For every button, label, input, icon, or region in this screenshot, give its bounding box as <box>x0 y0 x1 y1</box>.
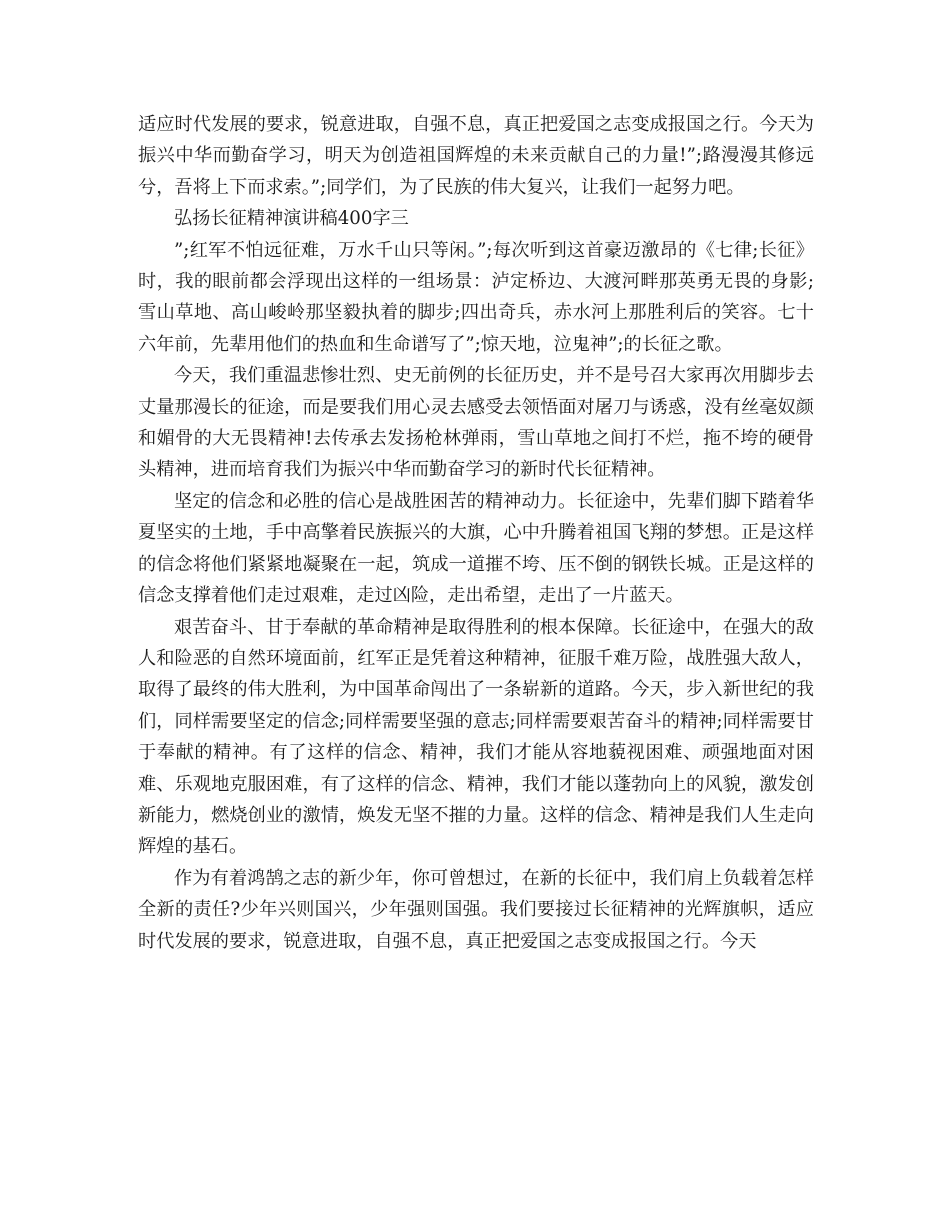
paragraph-belief: 坚定的信念和必胜的信心是战胜困苦的精神动力。长征途中，先辈们脚下踏着华夏坚实的土地，手中高擎着民族振兴的大旗，心中升腾着祖国飞翔的梦想。正是这样的信念将他们紧紧地凝聚在一起，筑成一道摧不垮、压不倒的钢铁长城。正是这样的信念支撑着他们走过艰难，走过凶险，走出希望，走出了一片蓝天。 <box>138 490 814 607</box>
document-body <box>138 109 814 957</box>
paragraph-continuation: 适应时代发展的要求，锐意进取，自强不息，真正把爱国之志变成报国之行。今天为振兴中华而勤奋学习，明天为创造祖国辉煌的未来贡献自己的力量!”;路漫漫其修远兮，吾将上下而求索。”;同学们，为了民族的伟大复兴，让我们一起努力吧。 <box>138 114 814 198</box>
paragraph-today: 今天，我们重温悲惨壮烈、史无前例的长征历史，并不是号召大家再次用脚步去丈量那漫长的征途，而是要我们用心灵去感受去领悟面对屠刀与诱惑，没有丝毫奴颜和媚骨的大无畏精神!去传承去发扬枪林弹雨，雪山草地之间打不烂，拖不垮的硬骨头精神，进而培育我们为振兴中华而勤奋学习的新时代长征精神。 <box>138 365 814 481</box>
paragraph-poem-intro: ”;红军不怕远征难，万水千山只等闲。”;每次听到这首豪迈激昂的《七律;长征》时，我的眼前都会浮现出这样的一组场景：泸定桥边、大渡河畔那英勇无畏的身影;雪山草地、高山峻岭那坚毅执着的脚步;四出奇兵，赤水河上那胜利后的笑容。七十六年前，先辈用他们的热血和生命谱写了”;惊天地，泣鬼神”;的长征之歌。 <box>138 239 814 355</box>
paragraph-hard-work: 艰苦奋斗、甘于奉献的革命精神是取得胜利的根本保障。长征途中，在强大的敌人和险恶的自然环境面前，红军正是凭着这种精神，征服千难万险，战胜强大敌人，取得了最终的伟大胜利，为中国革命闯出了一条崭新的道路。今天，步入新世纪的我们，同样需要坚定的信念;同样需要坚强的意志;同样需要艰苦奋斗的精神;同样需要甘于奉献的精神。有了这样的信念、精神，我们才能从容地藐视困难、顽强地面对困难、乐观地克服困难，有了这样的信念、精神，我们才能以蓬勃向上的风貌，激发创新能力，燃烧创业的激情，焕发无坚不摧的力量。这样的信念、精神是我们人生走向辉煌的基石。 <box>138 616 814 858</box>
section-heading: 弘扬长征精神演讲稿400字三 <box>174 208 409 230</box>
paragraph-youth: 作为有着鸿鹄之志的新少年，你可曾想过，在新的长征中，我们肩上负载着怎样全新的责任?少年兴则国兴，少年强则国强。我们要接过长征精神的光辉旗帜，适应时代发展的要求，锐意进取，自强不息，真正把爱国之志变成报国之行。今天 <box>138 867 814 952</box>
